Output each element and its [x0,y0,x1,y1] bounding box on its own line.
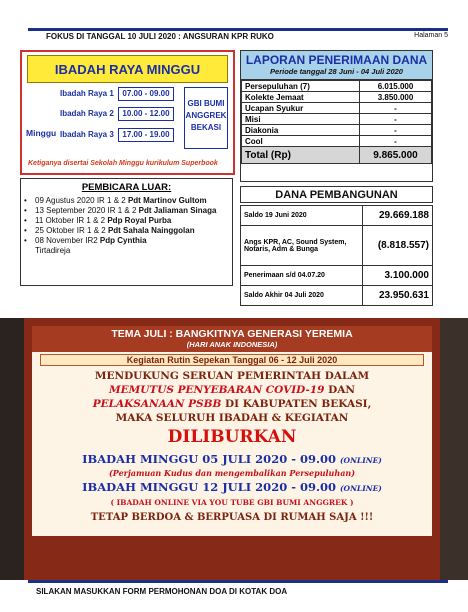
laporan-penerimaan-dana [240,50,433,182]
table-row [242,136,432,147]
row-value: 3.850.000 [360,92,432,103]
speaker-date: 09 Agustus 2020 IR 1 & 2 [35,196,128,205]
ibadah-row [60,87,180,101]
dana-title: DANA PEMBANGUNAN [240,186,433,203]
announcement-line [32,398,432,410]
ibadah-row [60,107,180,121]
table-row [242,114,432,125]
list-item: • 25 Oktober IR 1 & 2 Pdt Sahala Nainggolan [24,226,195,235]
row-label: Persepuluhan (7) [242,81,360,92]
page-number: Halaman 5 [414,32,448,39]
dana-table [240,205,433,306]
announcement-banner [24,318,440,580]
ibadah-note: Ketiganya disertai Sekolah Minggu kurikulum Superbook [28,160,218,167]
pembicara-luar [20,178,233,286]
row-label: Saldo Akhir 04 Juli 2020 [241,286,363,306]
list-item: • 11 Oktober IR 1 & 2 Pdp Royal Purba [24,216,172,225]
row-value: 6.015.000 [360,81,432,92]
ibadah-row-time: 10.00 - 12.00 [118,107,174,121]
table-row [242,125,432,136]
pembicara-list [21,196,232,256]
closing-line: TETAP BERDOA & BERPUASA DI RUMAH SAJA !!! [90,512,374,523]
speaker-name-extra: Tirtadireja [35,246,71,255]
list-item: • 09 Agustus 2020 IR 1 & 2 Pdt Martinov Gultom [24,196,207,205]
service-text: IBADAH MINGGU 05 JULI 2020 - 09.00 [82,452,340,466]
table-row [241,266,433,286]
speaker-name: Pdt Martinov Gultom [127,196,207,205]
total-label: Total (Rp) [242,147,360,164]
service-note: (Perjamuan Kudus dan mengembalikan Persepuluhan) [109,468,355,478]
speaker-date: 13 September 2020 IR 1 & 2 [35,206,139,215]
announcement-line: MENDUKUNG SERUAN PEMERINTAH DALAM [94,370,370,382]
ibadah-raya-box [20,50,235,175]
row-value: 23.950.631 [363,286,433,306]
online-tag: (ONLINE) [340,484,382,493]
total-row [242,147,432,164]
speaker-name: Pdt Sahala Nainggolan [107,226,195,235]
announcement-text: DI KABUPATEN BEKASI, [221,398,372,410]
ibadah-row-time: 17.00 - 19.00 [118,128,174,142]
decorative-left-strip [0,318,24,580]
laporan-header [241,51,432,80]
church-line: BEKASI [190,123,222,132]
announcement-line: MAKA SELURUH IBADAH & KEGIATAN [115,412,349,424]
dana-pembangunan [240,186,433,308]
service-text: IBADAH MINGGU 12 JULI 2020 - 09.00 [82,480,340,494]
laporan-period: Periode tanggal 28 Juni - 04 Juli 2020 [270,67,403,76]
row-label: Angs KPR, AC, Sound System, Notaris, Adm & Bunga [241,226,363,266]
ibadah-row-label: Ibadah Raya 2 [60,109,114,118]
row-value: - [360,136,432,147]
row-label: Penerimaan s/d 04.07.20 [241,266,363,286]
ibadah-row-time: 07.00 - 09.00 [118,87,174,101]
diliburkan-heading: DILIBURKAN [167,427,297,447]
laporan-table [241,80,432,164]
row-value: 3.100.000 [363,266,433,286]
theme-title: TEMA JULI : BANGKITNYA GENERASI YEREMIA [111,328,353,340]
header-title: FOKUS DI TANGGAL 10 JULI 2020 : ANGSURAN KPR RUKO [46,32,274,41]
list-item: • 08 November IR2 Pdp Cynthia Tirtadireja [24,236,147,255]
speaker-date: 11 Oktober IR 1 & 2 [35,216,108,225]
ibadah-row [60,128,180,142]
row-label: Saldo 19 Juni 2020 [241,206,363,226]
church-line: ANGGREK [185,111,227,120]
table-row [241,226,433,266]
row-label: Ucapan Syukur [242,103,360,114]
page-header [28,28,448,40]
table-row [242,81,432,92]
service-line [32,480,432,494]
kegiatan-bar: Kegiatan Rutin Sepekan Tanggal 06 - 12 Juli 2020 [40,354,424,366]
row-label: Kolekte Jemaat [242,92,360,103]
row-value: - [360,103,432,114]
table-row [241,206,433,226]
ibadah-title: IBADAH RAYA MINGGU [27,55,228,83]
online-tag: (ONLINE) [340,456,382,465]
row-value: - [360,125,432,136]
church-name [184,87,228,149]
pembicara-title: PEMBICARA LUAR: [81,182,172,193]
theme-subtitle: (HARI ANAK INDONESIA) [186,340,278,349]
psbb-text: PELAKSANAAN PSBB [92,398,222,410]
service-line [32,452,432,466]
list-item: • 13 September 2020 IR 1 & 2 Pdt Jaliaman Sinaga [24,206,217,215]
speaker-name: Pdp Cynthia [99,236,147,245]
row-label: Diakonia [242,125,360,136]
table-row [242,92,432,103]
page-footer: SILAKAN MASUKKAN FORM PERMOHONAN DOA DI KOTAK DOA [28,580,448,596]
table-row [242,103,432,114]
row-value: 29.669.188 [363,206,433,226]
youtube-note: ( IBADAH ONLINE VIA YOU TUBE GBI BUMI ANGGREK ) [110,498,354,507]
church-line: GBI BUMI [187,99,225,108]
speaker-date: 25 Oktober IR 1 & 2 [35,226,108,235]
laporan-title: LAPORAN PENERIMAAN DANA [245,53,428,67]
table-row [241,286,433,306]
speaker-name: Pdt Jaliaman Sinaga [138,206,217,215]
announcement-content [32,326,432,536]
announcement-line [32,384,432,396]
speaker-date: 08 November IR2 [35,236,100,245]
row-value: (8.818.557) [363,226,433,266]
theme-bar [32,326,432,352]
row-label: Cool [242,136,360,147]
speaker-name: Pdp Royal Purba [107,216,172,225]
row-value: - [360,114,432,125]
ibadah-row-label: Ibadah Raya 1 [60,89,114,98]
ibadah-day: Minggu [26,128,57,138]
row-label: Misi [242,114,360,125]
ibadah-row-label: Ibadah Raya 3 [60,130,114,139]
announcement-text: DAN [324,384,355,396]
covid-text: MEMUTUS PENYEBARAN COVID-19 [109,384,325,396]
decorative-right-strip [440,318,468,580]
total-value: 9.865.000 [360,147,432,164]
